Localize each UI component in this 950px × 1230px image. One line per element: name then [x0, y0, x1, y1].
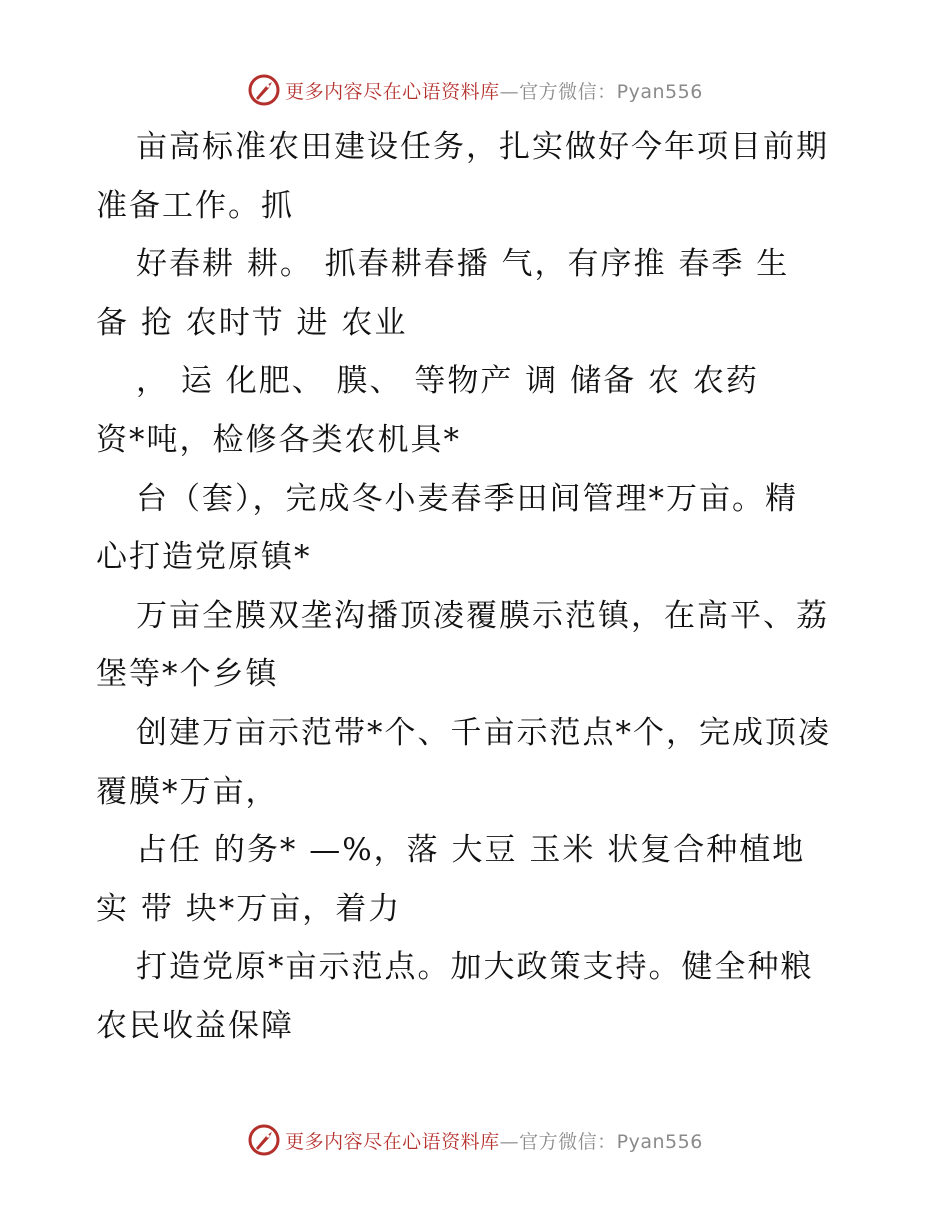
- paragraph-line: 实 带 块*万亩，着力: [96, 890, 402, 927]
- header-banner: [0, 70, 950, 110]
- paragraph-line: 创建万亩示范带*个、千亩示范点*个，完成顶凌: [136, 714, 831, 751]
- paragraph-line: 堡等*个乡镇: [96, 656, 279, 693]
- paragraph-line: ， 运 化肥、 膜、 等物产 调 储备 农 农药: [136, 363, 759, 400]
- pen-nib-logo-icon: [247, 73, 281, 107]
- paragraph-line: 农民收益保障: [96, 1007, 294, 1044]
- footer-banner-text: 更多内容尽在心语资料库—官方微信：Pyan556: [285, 1130, 703, 1153]
- paragraph-line: 资*吨，检修各类农机具*: [96, 421, 461, 458]
- pen-nib-logo-icon: [247, 1123, 281, 1157]
- paragraph-line: 占任 的务* —%，落 大豆 玉米 状复合种植地: [136, 832, 806, 869]
- paragraph-line: 覆膜*万亩，: [96, 773, 279, 810]
- paragraph-line: 亩高标准农田建设任务，扎实做好今年项目前期: [136, 129, 829, 165]
- footer-banner: [0, 1120, 950, 1160]
- paragraph-line: 打造党原*亩示范点。加大政策支持。健全种粮: [136, 949, 814, 986]
- paragraph-line: 心打造党原镇*: [96, 539, 312, 576]
- header-banner-text: 更多内容尽在心语资料库—官方微信：Pyan556: [285, 80, 703, 103]
- document-body: [96, 118, 856, 1056]
- paragraph-line: 准备工作。抓: [96, 187, 294, 224]
- paragraph-line: 好春耕 耕。 抓春耕春播 气，有序推 春季 生: [136, 246, 790, 283]
- paragraph-line: 台（套），完成冬小麦春季田间管理*万亩。精: [136, 480, 798, 517]
- paragraph-line: 万亩全膜双垄沟播顶凌覆膜示范镇，在高平、荔: [136, 597, 829, 634]
- paragraph-line: 备 抢 农时节 进 农业: [96, 304, 408, 341]
